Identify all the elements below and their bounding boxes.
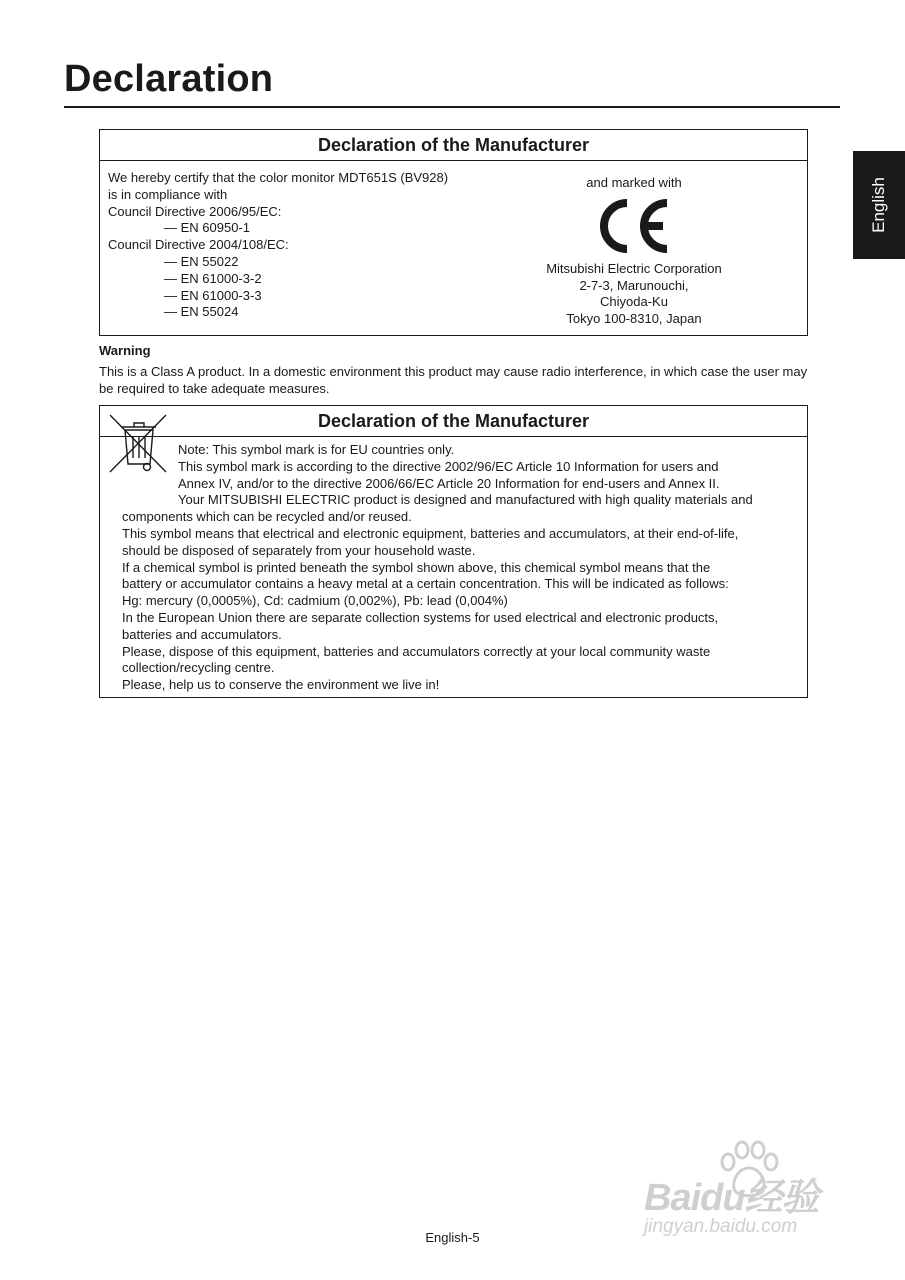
company-name: Mitsubishi Electric Corporation	[546, 260, 722, 276]
weee-line: collection/recycling centre.	[122, 660, 275, 676]
weee-line: This symbol mark is according to the directive 2002/96/EC Article 10 Information for users and	[178, 458, 719, 474]
page-footer: English-5	[425, 1230, 480, 1245]
watermark-brand: Baidu经验	[644, 1177, 819, 1219]
manufacturer-info	[530, 175, 738, 328]
weee-line: components which can be recycled and/or reused.	[122, 509, 412, 525]
weee-line: Hg: mercury (0,0005%), Cd: cadmium (0,002%), Pb: lead (0,004%)	[122, 593, 508, 609]
weee-line: This symbol means that electrical and electronic equipment, batteries and accumulators, at their end-of-life,	[122, 525, 739, 541]
directive-label: Council Directive 2006/95/EC:	[108, 203, 282, 219]
weee-line: should be disposed of separately from your household waste.	[122, 542, 476, 558]
standard-item: — EN 61000-3-3	[164, 287, 262, 303]
box-heading: Declaration of the Manufacturer	[100, 130, 807, 161]
standard-item: — EN 60950-1	[164, 220, 250, 236]
marked-with-label: and marked with	[586, 175, 682, 190]
address-line: Tokyo 100-8310, Japan	[566, 311, 702, 327]
standard-item: — EN 61000-3-2	[164, 270, 262, 286]
weee-line: Your MITSUBISHI ELECTRIC product is designed and manufactured with high quality materials and	[178, 492, 753, 508]
weee-line: If a chemical symbol is printed beneath the symbol shown above, this chemical symbol means that the	[122, 559, 711, 575]
address-line: 2-7-3, Marunouchi,	[579, 277, 689, 293]
ce-mark-icon	[596, 195, 672, 257]
weee-line: batteries and accumulators.	[122, 626, 282, 642]
title-divider	[64, 106, 840, 108]
standard-item: — EN 55024	[164, 304, 239, 320]
weee-line: In the European Union there are separate collection systems for used electrical and electronic products,	[122, 609, 719, 625]
weee-line: Annex IV, and/or to the directive 2006/66/EC Article 20 Information for end-users and Annex II.	[178, 475, 720, 491]
warning-text: This is a Class A product. In a domestic environment this product may cause radio interference, in which case the user may be required to take adequate measures.	[99, 363, 808, 396]
watermark-url: jingyan.baidu.com	[644, 1216, 798, 1237]
weee-line: Please, help us to conserve the environment we live in!	[122, 677, 440, 693]
weee-line: Note: This symbol mark is for EU countries only.	[178, 442, 455, 457]
language-tab	[853, 151, 905, 259]
compliance-line: is in compliance with	[108, 186, 228, 202]
language-tab-label: English	[869, 177, 889, 233]
weee-declaration-box	[99, 405, 808, 698]
box-heading: Declaration of the Manufacturer	[100, 406, 807, 437]
manufacturer-declaration-box	[99, 129, 808, 336]
weee-line: battery or accumulator contains a heavy metal at a certain concentration. This will be indicated as follows:	[122, 576, 729, 592]
compliance-statement	[108, 170, 448, 321]
weee-line: Please, dispose of this equipment, batteries and accumulators correctly at your local community waste	[122, 643, 711, 659]
standard-item: — EN 55022	[164, 253, 239, 269]
compliance-line: We hereby certify that the color monitor MDT651S (BV928)	[108, 170, 449, 185]
warning-title: Warning	[99, 343, 151, 358]
address-line: Chiyoda-Ku	[600, 294, 668, 310]
weee-text	[122, 442, 797, 694]
page-title: Declaration	[64, 58, 274, 100]
warning-section	[99, 343, 811, 397]
directive-label: Council Directive 2004/108/EC:	[108, 237, 289, 253]
